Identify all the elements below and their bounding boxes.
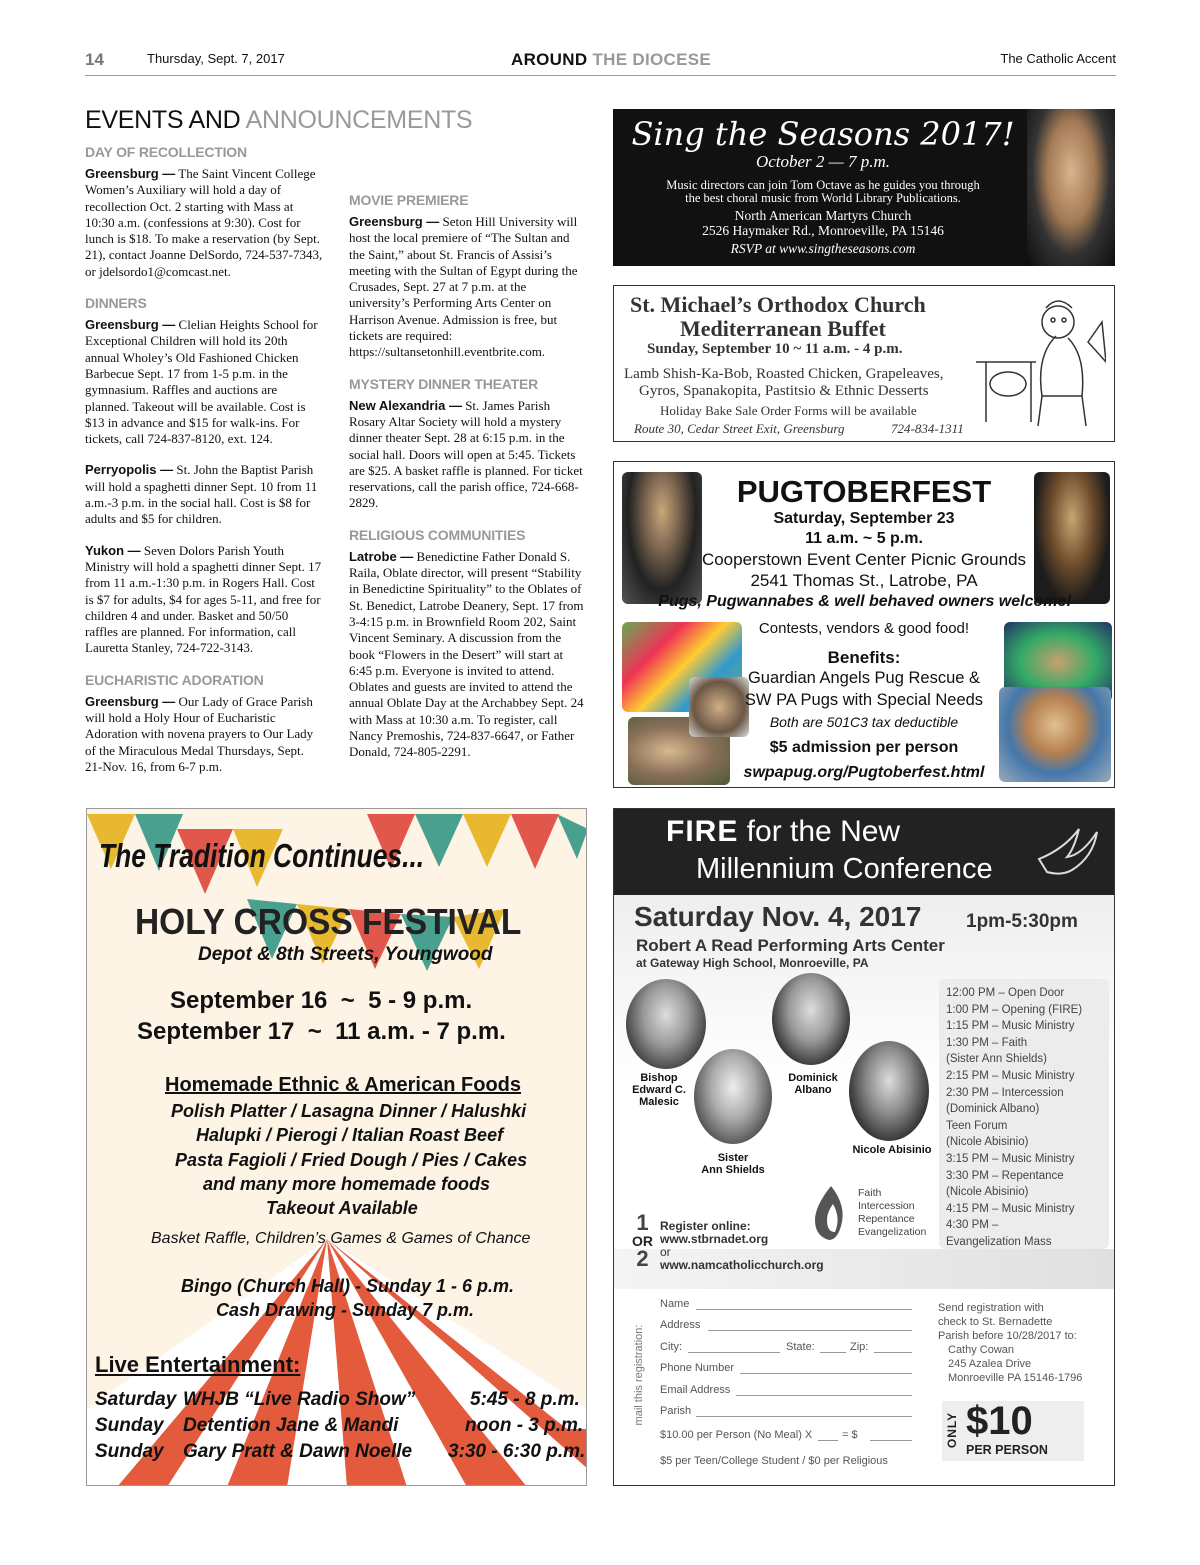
events-column-1 [85,144,323,790]
pug-benefits: Benefits: [827,648,901,667]
pug-date: Saturday, September 23 [773,510,955,527]
ent-act: Detention Jane & Mandi [183,1415,399,1436]
ent-day: Sunday [95,1415,164,1436]
schedule-item: 3:15 PM – Music Ministry [946,1152,1075,1165]
register-online: Register online: www.stbrnadet.org or www.namcatholicchurch.org [660,1219,824,1272]
food-item: Pasta Fagioli / Fried Dough / Pies / Cakes [175,1150,528,1170]
foods-heading: Homemade Ethnic & American Foods [165,1074,521,1096]
ent-day: Saturday [95,1389,177,1410]
form-label: Email Address [660,1384,731,1396]
column-spacer [349,144,587,192]
fire-school: at Gateway High School, Monroeville, PA [636,956,869,970]
zip-line[interactable] [874,1352,912,1353]
fire-conference-ad [613,808,1115,1486]
pug-venue: Cooperstown Event Center Picnic Grounds [701,550,1027,569]
issue-date: Thursday, Sept. 7, 2017 [147,51,285,66]
ent-time: 3:30 - 6:30 p.m. [448,1441,586,1462]
schedule-item: (Nicole Abisinio) [946,1136,1029,1149]
total-line[interactable] [870,1440,912,1441]
schedule-item: (Sister Ann Shields) [946,1053,1047,1066]
buffet-date: Sunday, September 10 ~ 11 a.m. - 4 p.m. [647,341,903,357]
heading-adoration: EUCHARISTIC ADORATION [85,671,264,688]
fire-word: FIRE [666,815,739,848]
pug-title: PUGTOBERFEST [736,474,992,509]
fire-venue: Robert A Read Performing Arts Center [636,936,945,955]
sing-address: 2526 Haymaker Rd., Monroeville, PA 15146 [702,223,944,238]
fire-subtitle: Millennium Conference [696,853,993,885]
form-label: Parish [660,1405,692,1417]
ent-time: noon - 3 p.m. [465,1415,584,1436]
buffet-menu: Lamb Shish-Ka-Bob, Roasted Chicken, Grapeleaves, [624,366,944,382]
speaker-name: Sister Ann Shields [701,1152,765,1176]
speaker-photo [849,1041,929,1141]
food-item: Halupki / Pierogi / Italian Roast Beef [196,1125,504,1145]
pug-welcome: Pugs, Pugwannabes & well behaved owners welcome! [658,593,1072,610]
schedule-item: (Dominick Albano) [946,1103,1040,1116]
festival-raffle: Basket Raffle, Children’s Games & Games of Chance [151,1230,531,1247]
event-adoration: Greensburg — Our Lady of Grace Parish will hold a Holy Hour of Eucharistic Adoration with novena prayers to Our Lady of the Miraculous Medal Thursdays, Sept. 21-Nov. 16, from 6-7 p.m. [85,693,314,774]
phone-line[interactable] [740,1373,912,1374]
event-dinner: Yukon — Seven Dolors Parish Youth Ministry will hold a spaghetti dinner Sept. 17 from 11 a.m.-1:30 p.m. in Rogers Hall. Cost is $7 for adults, $4 for ages 5-11, and free for children 4 and under. Basket and 50/50 raffles are planned. For information, call Lauretta Stanley, 724-722-3143. [85,542,322,656]
pug-contests: Contests, vendors & good food! [758,620,970,637]
state-line[interactable] [820,1352,846,1353]
ent-day: Sunday [95,1441,164,1462]
form-label: State: [786,1341,815,1353]
food-item: and many more homemade foods [203,1174,491,1194]
name-line[interactable] [696,1309,912,1310]
schedule-item: Teen Forum [946,1119,1008,1132]
sing-title: Sing the Seasons 2017! [631,115,1015,153]
event-dinner: Greensburg — Clelian Heights School for Exceptional Children will hold its 20th annual Wholey’s Old Fashioned Chicken Barbecue Sept. 17 from 1-5 p.m. in the gymnasium. Raffles and auctions are planned. Takeout will be available. Cost is $13 in advance and $15 for walk-ins. For tickets, call 724-837-8120, ext. 124. [85,317,318,447]
price-big: $10 [966,1399,1033,1443]
festival-bingo: Bingo (Church Hall) - Sunday 1 - 6 p.m. [181,1276,515,1296]
section-title: AROUND THE DIOCESE [511,50,711,69]
festival-date: September 17 ~ 11 a.m. - 7 p.m. [137,1018,506,1045]
city-line[interactable] [688,1352,780,1353]
sing-line: Music directors can join Tom Octave as he guides you through [666,178,980,192]
speaker-name: Dominick Albano [788,1072,838,1096]
only-label: ONLY [945,1411,960,1449]
speaker-photo [694,1049,772,1144]
takeout: Takeout Available [266,1198,418,1218]
schedule-item: 2:15 PM – Music Ministry [946,1069,1075,1082]
sing-rsvp: RSVP at www.singtheseasons.com [730,241,916,256]
schedule-list [946,985,1106,1267]
event-dinner: Perryopolis — St. John the Baptist Parish will hold a spaghetti dinner Sept. 10 from 11 a.m.-3 p.m. in the social hall. Cost is $8 for adults and $5 for children. [85,462,318,527]
schedule-item: 1:00 PM – Opening (FIRE) [946,1003,1083,1016]
heading-religious: RELIGIOUS COMMUNITIES [349,526,526,543]
form-teen: $5 per Teen/College Student / $0 per Religious [660,1455,888,1467]
event-recollection: Greensburg — The Saint Vincent College Women’s Auxiliary will hold a day of recollection Oct. 2 starting with Mass at 10:30 a.m. (confessions at 9:30). Cost for lunch is $18. To make a reservation (by Sept. 21), contact Joanne DelSordo, 724-537-7343, or jdelsordo1@comcast.net. [85,166,323,279]
register-options: 1 OR 2 [632,1210,653,1271]
director-photo [1027,109,1115,266]
chef-illustration-icon [976,292,1106,436]
festival-cash: Cash Drawing - Sunday 7 p.m. [216,1300,475,1320]
schedule-item: Evangelization Mass [946,1235,1052,1248]
address-line[interactable] [708,1330,912,1331]
heading-mystery: MYSTERY DINNER THEATER [349,375,539,392]
pugtoberfest-ad [613,461,1115,788]
pug-photo [1034,472,1110,604]
event-movie: Greensburg — Seton Hill University will host the local premiere of “The Sultan and the Saint,” about St. Francis of Assisi’s meeting with the Sultan of Egypt during the Crusades, Sept. 27 at 7 p.m. at the university’s Performing Arts Center on Harrison Avenue. Admission is free, but tickets are required: https://sultansetonhill.eventbrite.com. [349,214,578,360]
st-michael-buffet-ad [613,285,1115,442]
sing-the-seasons-ad [613,109,1115,266]
live-heading: Live Entertainment: [95,1352,301,1377]
sing-church: North American Martyrs Church [734,208,912,223]
schedule-item: 2:30 PM – Intercession [946,1086,1064,1099]
pug-benefit: Guardian Angels Pug Rescue & [747,669,981,687]
pug-address: 2541 Thomas St., Latrobe, PA [750,571,978,590]
form-label: Name [660,1298,690,1310]
pug-admission: $5 admission per person [769,739,959,756]
schedule-item: 4:30 PM – [946,1219,999,1232]
pug-url: swpapug.org/Pugtoberfest.html [743,764,985,781]
form-price: $10.00 per Person (No Meal) X [660,1429,813,1441]
publication-name: The Catholic Accent [1000,51,1116,66]
schedule-item: (Nicole Abisinio) [946,1186,1029,1199]
mail-label: mail this registration: [633,1324,645,1426]
holy-cross-festival-ad [86,808,587,1486]
heading-dinners: DINNERS [85,295,147,312]
pug-benefit: SW PA Pugs with Special Needs [744,691,984,709]
ent-time: 5:45 - 8 p.m. [470,1389,580,1410]
festival-date: September 16 ~ 5 - 9 p.m. [170,987,473,1014]
fire-date: Saturday Nov. 4, 2017 [634,901,922,932]
page-title: EVENTS AND ANNOUNCEMENTS [85,106,473,134]
form-label: Phone Number [660,1362,734,1374]
fire-acronym: Faith Intercession Repentance Evangelization [858,1187,927,1238]
heading-recollection: DAY OF RECOLLECTION [85,144,247,160]
bake-sale: Holiday Bake Sale Order Forms will be available [660,403,917,418]
parish-line[interactable] [696,1416,912,1417]
event-religious: Latrobe — Benedictine Father Donald S. Raila, Oblate director, will present “Stability in Benedictine Spirituality” to the Oblates of St. Benedict, Latrobe Deanery, Sept. 17 from 3-4:15 p.m. in Brownfield Room 202, Saint Vincent Seminary. A discussion from the book “Flowers in the Desert” will start at 6:45 p.m. Everyone is invited to attend. Oblates and guests are invited to attend the annual Oblate Day at the Archabbey Sept. 24 with Mass at 10:30 a.m. To register, call Nancy Premoshis, 724-837-6647, or Father Donald, 724-805-2291. [349,548,584,760]
buffet-title: Mediterranean Buffet [680,316,886,341]
sing-line: the best choral music from World Library Publications. [685,191,961,205]
fire-title: for the New [738,815,901,848]
pug-time: 11 a.m. ~ 5 p.m. [805,530,923,547]
festival-title: HOLY CROSS FESTIVAL [135,901,522,942]
festival-location: Depot & 8th Streets, Youngwood [198,944,493,965]
ent-act: WHJB “Live Radio Show” [183,1389,416,1410]
heading-movie: MOVIE PREMIERE [349,192,469,208]
pug-tax: Both are 501C3 tax deductible [769,714,959,730]
send-registration: Send registration with check to St. Bernadette Parish before 10/28/2017 to: Cathy Cowan 245 Azalea Drive Monroeville PA 15146-1796 [938,1302,1083,1384]
dove-icon [1034,819,1104,889]
speaker-name: Nicole Abisinio [852,1144,932,1156]
sing-date: October 2 — 7 p.m. [755,152,891,171]
buffet-menu: Gyros, Spanakopita, Pastitsio & Ethnic Desserts [639,383,929,399]
schedule-item: 3:30 PM – Repentance [946,1169,1064,1182]
email-line[interactable] [736,1395,912,1396]
church-name: St. Michael’s Orthodox Church [630,292,926,317]
form-label: Zip: [850,1341,869,1353]
events-column-2 [349,144,587,776]
page-header [85,48,1116,76]
form-label: = $ [842,1429,858,1441]
schedule-item: 12:00 PM – Open Door [946,987,1065,999]
schedule-item: 1:30 PM – Faith [946,1036,1028,1049]
speaker-photo [626,979,706,1069]
phone: 724-834-1311 [891,421,964,436]
speaker-photo [772,973,850,1065]
schedule-item: 4:15 PM – Music Ministry [946,1202,1075,1215]
speaker-name: Bishop Edward C. Malesic [632,1072,686,1108]
food-item: Polish Platter / Lasagna Dinner / Halushki [171,1101,527,1121]
quantity-line[interactable] [818,1440,838,1441]
pug-photo [622,472,702,604]
form-label: Address [660,1319,701,1331]
tradition-title: The Tradition Continues... [99,837,425,874]
per-person: PER PERSON [966,1443,1048,1457]
ent-act: Gary Pratt & Dawn Noelle [183,1441,413,1462]
schedule-item: 1:15 PM – Music Ministry [946,1020,1075,1033]
fire-time: 1pm-5:30pm [966,911,1078,932]
route: Route 30, Cedar Street Exit, Greensburg [634,421,845,436]
event-mystery: New Alexandria — St. James Parish Rosary Altar Society will hold a mystery dinner theater Sept. 28 at 6:15 p.m. in the social hall. Doors will open at 5:45. Tickets are $25. A basket raffle is planned. For ticket reservations, call the parish office, 724-668-2829. [349,397,583,511]
page-number: 14 [85,50,104,69]
fire-title-band [614,809,1115,895]
form-label: City: [660,1341,682,1353]
price-badge [942,1401,1084,1461]
